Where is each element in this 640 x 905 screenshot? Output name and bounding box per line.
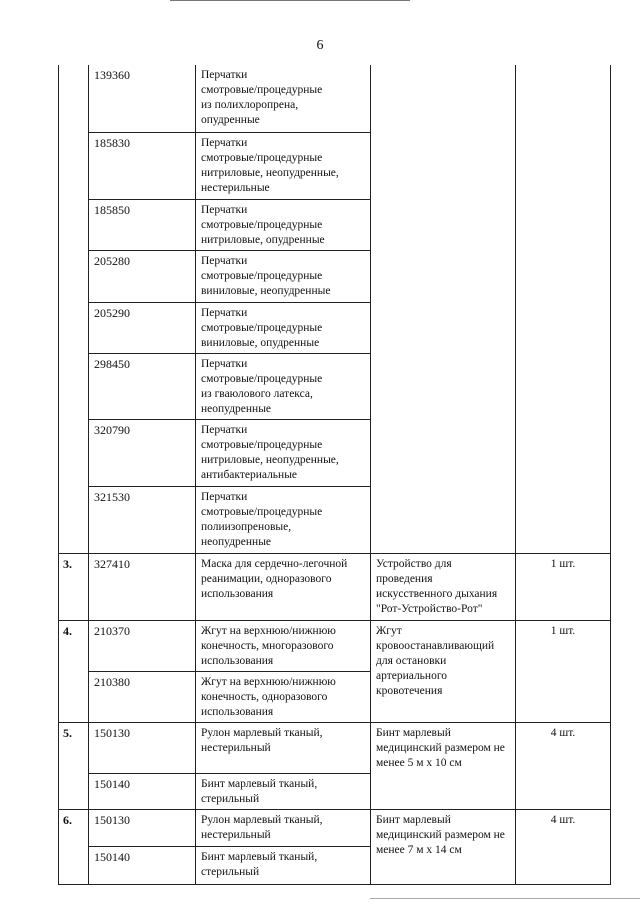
device-name: Бинт марлевый медицинский размером не менее 5 м х 10 см <box>371 722 516 809</box>
item-description: Перчатки смотровые/процедурные нитриловые, неопудренные, антибактериальные <box>196 419 371 486</box>
item-description: Бинт марлевый тканый, стерильный <box>196 773 371 809</box>
group-number: 6. <box>59 809 89 884</box>
item-description: Жгут на верхнюю/нижнюю конечность, одноразового использования <box>196 671 371 722</box>
item-code: 320790 <box>89 419 196 486</box>
item-code: 150130 <box>89 722 196 773</box>
group-number: 5. <box>59 722 89 809</box>
item-description: Перчатки смотровые/процедурные виниловые, неопудренные <box>196 250 371 302</box>
device-name-cell <box>371 65 516 553</box>
item-description: Перчатки смотровые/процедурные полиизопреновые, неопудренные <box>196 486 371 553</box>
medical-items-table <box>58 65 611 885</box>
item-code: 150140 <box>89 773 196 809</box>
item-description: Перчатки смотровые/процедурные из гваюлового латекса, неопудренные <box>196 353 371 419</box>
table-row <box>59 65 611 132</box>
item-description: Бинт марлевый тканый, стерильный <box>196 846 371 884</box>
item-description: Жгут на верхнюю/нижнюю конечность, многоразового использования <box>196 620 371 671</box>
item-code: 205290 <box>89 302 196 353</box>
page-number: 6 <box>316 38 324 53</box>
item-code: 205280 <box>89 250 196 302</box>
device-name: Устройство для проведения искусственного дыхания "Рот-Устройство-Рот" <box>371 553 516 620</box>
top-scan-rule <box>170 0 410 1</box>
item-code: 150130 <box>89 809 196 846</box>
item-code: 150140 <box>89 846 196 884</box>
item-code: 210380 <box>89 671 196 722</box>
item-description: Маска для сердечно-легочной реанимации, одноразового использования <box>196 553 371 620</box>
item-code: 185830 <box>89 132 196 199</box>
device-name: Бинт марлевый медицинский размером не менее 7 м х 14 см <box>371 809 516 884</box>
item-description: Рулон марлевый тканый, нестерильный <box>196 722 371 773</box>
item-description: Перчатки смотровые/процедурные нитриловые, опудренные <box>196 199 371 250</box>
table-row <box>59 620 611 671</box>
group-number-cell <box>59 65 89 553</box>
device-name: Жгут кровоостанавливающий для остановки артериального кровотечения <box>371 620 516 722</box>
item-code: 321530 <box>89 486 196 553</box>
item-code: 210370 <box>89 620 196 671</box>
quantity: 1 шт. <box>516 553 611 620</box>
quantity: 4 шт. <box>516 809 611 884</box>
group-number: 4. <box>59 620 89 722</box>
item-code: 298450 <box>89 353 196 419</box>
table-row <box>59 722 611 773</box>
item-description: Перчатки смотровые/процедурные нитриловые, неопудренные, нестерильные <box>196 132 371 199</box>
item-code: 185850 <box>89 199 196 250</box>
quantity: 1 шт. <box>516 620 611 722</box>
item-code: 139360 <box>89 65 196 132</box>
table-row <box>59 553 611 620</box>
item-description: Перчатки смотровые/процедурные из полихлоропрена, опудренные <box>196 65 371 132</box>
item-description: Перчатки смотровые/процедурные виниловые, опудренные <box>196 302 371 353</box>
bottom-scan-rule <box>370 898 640 899</box>
quantity: 4 шт. <box>516 722 611 809</box>
item-code: 327410 <box>89 553 196 620</box>
quantity-cell <box>516 65 611 553</box>
table-row <box>59 809 611 846</box>
item-description: Рулон марлевый тканый, нестерильный <box>196 809 371 846</box>
group-number: 3. <box>59 553 89 620</box>
